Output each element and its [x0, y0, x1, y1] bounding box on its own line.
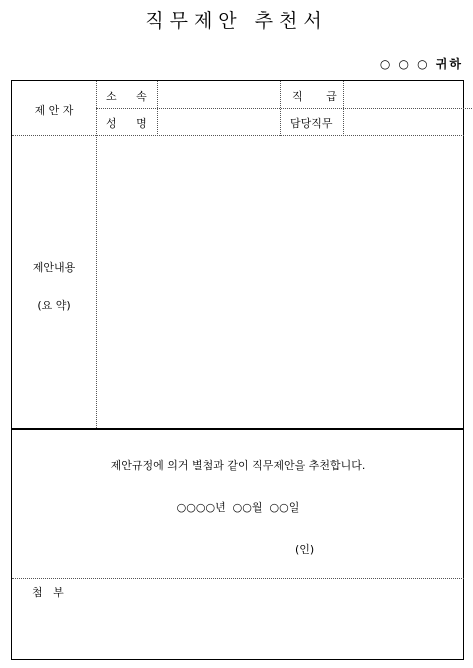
affiliation-label: 소 속	[106, 90, 155, 103]
content-sublabel: (요 약)	[37, 299, 71, 312]
duty-label: 담당직무	[290, 117, 333, 130]
rank-label: 직 급	[292, 90, 347, 103]
attachment-value[interactable]	[102, 584, 457, 654]
proposer-label: 제 안 자	[34, 104, 74, 117]
name-label: 성 명	[106, 117, 155, 130]
content-label: 제안내용	[32, 261, 76, 274]
rank-value[interactable]	[348, 88, 460, 104]
recommendation-statement: 제안규정에 의거 별첨과 같이 직무제안을 추천합니다.	[110, 459, 366, 472]
attachment-label: 첨 부	[32, 586, 64, 599]
row-divider-proposer-bottom	[12, 135, 464, 136]
name-value[interactable]	[162, 115, 274, 131]
column-divider-label	[96, 81, 97, 428]
affiliation-value[interactable]	[162, 88, 274, 104]
row-divider-proposer-inner	[96, 108, 473, 109]
recommendation-date: ○○○○년 ○○월 ○○일	[176, 501, 300, 514]
duty-value[interactable]	[348, 115, 460, 131]
content-value[interactable]	[102, 141, 457, 421]
row-divider-attachment	[12, 578, 464, 579]
document-title: 직무제안 추천서	[145, 10, 328, 32]
addressee: ○ ○ ○ 귀하	[379, 57, 463, 71]
section-divider	[12, 428, 464, 430]
proposal-form	[11, 80, 464, 660]
seal-mark: (인)	[295, 543, 315, 556]
